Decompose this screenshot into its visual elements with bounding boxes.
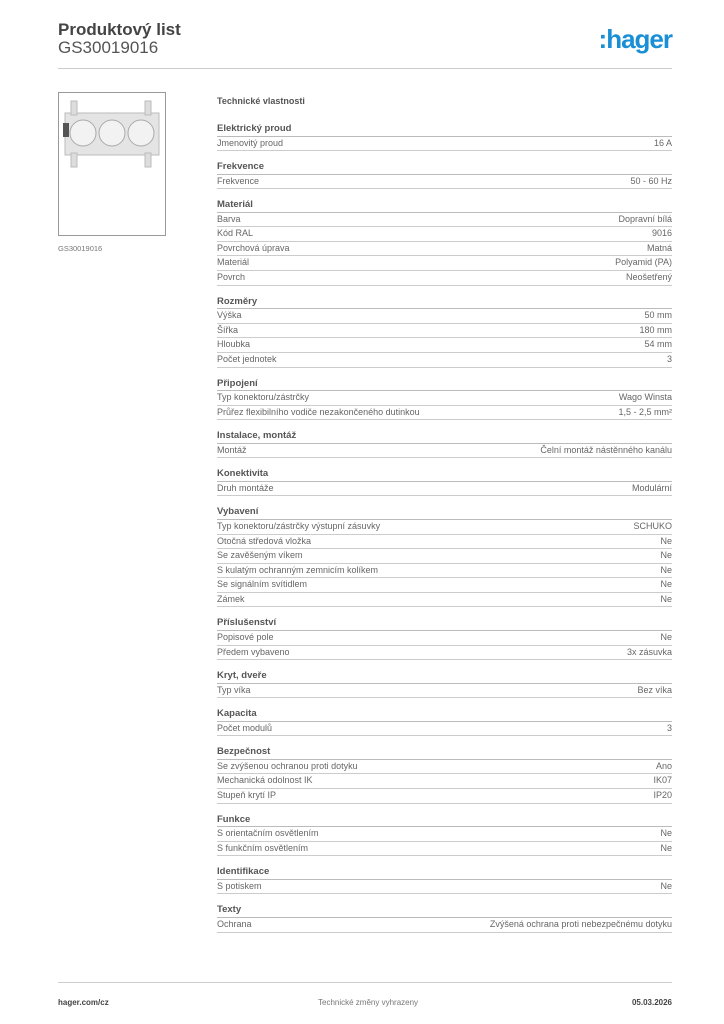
spec-label: Počet modulů <box>217 722 273 733</box>
section-heading: Bezpečnost <box>217 745 672 760</box>
spec-section <box>217 198 672 285</box>
footer-date: 05.03.2026 <box>631 998 672 1007</box>
spec-label: Povrch <box>217 272 246 283</box>
spec-label: Šířka <box>217 324 239 335</box>
spec-label: Se zavěšeným víkem <box>217 550 303 561</box>
spec-value: 9016 <box>651 228 672 239</box>
spec-section <box>217 813 672 857</box>
spec-label: Typ konektoru/zástrčky <box>217 392 310 403</box>
spec-label: S kulatým ochranným zemnicím kolíkem <box>217 564 379 575</box>
spec-label: Povrchová úprava <box>217 242 290 253</box>
spec-label: Mechanická odolnost IK <box>217 775 313 786</box>
spec-section <box>217 467 672 496</box>
spec-label: Se signálním svítidlem <box>217 579 308 590</box>
spec-row <box>217 842 672 857</box>
spec-value: Bez víka <box>637 684 672 695</box>
spec-value: Ne <box>660 564 672 575</box>
spec-label: Typ víka <box>217 684 251 695</box>
spec-value: 50 - 60 Hz <box>630 175 672 186</box>
spec-value: IK07 <box>653 775 672 786</box>
section-heading: Texty <box>217 903 672 918</box>
spec-row <box>217 391 672 406</box>
spec-label: Barva <box>217 213 241 224</box>
spec-value: Ne <box>660 842 672 853</box>
spec-section <box>217 745 672 803</box>
spec-row <box>217 684 672 699</box>
footer-note: Technické změny vyhrazeny <box>318 998 419 1007</box>
spec-label: S potiskem <box>217 880 262 891</box>
spec-value: Zvýšená ochrana proti nebezpečnému dotyku <box>489 918 672 929</box>
spec-label: Jmenovitý proud <box>217 137 284 148</box>
spec-row <box>217 918 672 933</box>
spec-label: Zámek <box>217 593 245 604</box>
spec-value: IP20 <box>653 790 672 801</box>
spec-value: Polyamid (PA) <box>615 257 672 268</box>
spec-value: 3 <box>666 353 672 364</box>
spec-section <box>217 707 672 736</box>
spec-label: Předem vybaveno <box>217 646 290 657</box>
spec-label: Otočná středová vložka <box>217 535 312 546</box>
spec-value: Modulární <box>631 482 672 493</box>
spec-label: Průřez flexibilního vodiče nezakončeného dutinkou <box>217 406 420 417</box>
hager-logo: :hager <box>598 24 672 54</box>
spec-row <box>217 646 672 661</box>
spec-value: 16 A <box>653 137 672 148</box>
spec-label: Frekvence <box>217 175 260 186</box>
spec-label: Materiál <box>217 257 250 268</box>
spec-section <box>217 865 672 894</box>
section-heading: Materiál <box>217 198 672 213</box>
spec-section <box>217 669 672 698</box>
spec-row <box>217 520 672 535</box>
spec-row <box>217 564 672 579</box>
spec-row <box>217 482 672 497</box>
spec-section <box>217 295 672 368</box>
spec-row <box>217 338 672 353</box>
spec-row <box>217 631 672 646</box>
spec-row <box>217 137 672 152</box>
section-heading: Frekvence <box>217 160 672 175</box>
spec-label: Popisové pole <box>217 631 274 642</box>
spec-value: Ano <box>655 760 672 771</box>
spec-row <box>217 789 672 804</box>
product-code: GS30019016 <box>58 38 159 57</box>
footer-website[interactable]: hager.com/cz <box>58 998 109 1007</box>
spec-value: 3 <box>666 722 672 733</box>
spec-value: Ne <box>660 535 672 546</box>
spec-value: Matná <box>646 242 672 253</box>
spec-label: Typ konektoru/zástrčky výstupní zásuvky <box>217 520 381 531</box>
spec-label: Se zvýšenou ochranou proti dotyku <box>217 760 358 771</box>
spec-row <box>217 406 672 421</box>
section-heading: Vybavení <box>217 505 672 520</box>
spec-label: Hloubka <box>217 339 251 350</box>
spec-section <box>217 903 672 932</box>
section-heading: Funkce <box>217 813 672 828</box>
spec-section <box>217 616 672 660</box>
section-heading: Kryt, dveře <box>217 669 672 684</box>
image-caption: GS30019016 <box>58 244 103 253</box>
spec-value: Čelní montáž nástěnného kanálu <box>540 444 672 455</box>
section-heading: Elektrický proud <box>217 122 672 137</box>
spec-value: 3x zásuvka <box>626 646 672 657</box>
spec-row <box>217 444 672 459</box>
spec-row <box>217 309 672 324</box>
spec-value: SCHUKO <box>633 520 672 531</box>
section-heading: Připojení <box>217 377 672 392</box>
spec-value: Dopravní bílá <box>618 213 672 224</box>
section-heading: Identifikace <box>217 865 672 880</box>
spec-label: Montáž <box>217 444 247 455</box>
spec-row <box>217 256 672 271</box>
section-heading: Konektivita <box>217 467 672 482</box>
spec-value: Ne <box>660 880 672 891</box>
spec-row <box>217 722 672 737</box>
spec-row <box>217 353 672 368</box>
spec-label: S orientačním osvětlením <box>217 828 319 839</box>
spec-row <box>217 578 672 593</box>
spec-label: Druh montáže <box>217 482 274 493</box>
section-main-title: Technické vlastnosti <box>217 96 305 106</box>
spec-section <box>217 122 672 151</box>
spec-row <box>217 593 672 608</box>
spec-value: 1,5 - 2,5 mm² <box>618 406 672 417</box>
spec-row <box>217 242 672 257</box>
spec-label: Kód RAL <box>217 228 254 239</box>
spec-section <box>217 160 672 189</box>
spec-row <box>217 549 672 564</box>
section-heading: Kapacita <box>217 707 672 722</box>
spec-row <box>217 271 672 286</box>
product-image <box>58 92 166 236</box>
section-heading: Instalace, montáž <box>217 429 672 444</box>
spec-value: Ne <box>660 579 672 590</box>
spec-section <box>217 429 672 458</box>
spec-label: S funkčním osvětlením <box>217 842 309 853</box>
spec-row <box>217 774 672 789</box>
section-heading: Rozměry <box>217 295 672 310</box>
spec-value: Ne <box>660 631 672 642</box>
spec-value: Wago Winsta <box>618 392 672 403</box>
spec-section <box>217 505 672 607</box>
spec-label: Stupeň krytí IP <box>217 790 277 801</box>
spec-section <box>217 377 672 421</box>
spec-row <box>217 760 672 775</box>
spec-row <box>217 324 672 339</box>
spec-row <box>217 227 672 242</box>
spec-value: 180 mm <box>639 324 672 335</box>
spec-row <box>217 535 672 550</box>
spec-row <box>217 213 672 228</box>
spec-value: Ne <box>660 593 672 604</box>
spec-value: 50 mm <box>644 310 672 321</box>
footer-divider <box>58 982 672 983</box>
spec-row <box>217 827 672 842</box>
header-divider <box>58 68 672 69</box>
spec-value: Ne <box>660 828 672 839</box>
spec-row <box>217 175 672 190</box>
spec-row <box>217 880 672 895</box>
spec-label: Počet jednotek <box>217 353 277 364</box>
spec-label: Ochrana <box>217 918 252 929</box>
spec-value: 54 mm <box>644 339 672 350</box>
spec-value: Ne <box>660 550 672 561</box>
page-title: Produktový list <box>58 20 181 39</box>
spec-value: Neošetřený <box>625 272 672 283</box>
section-heading: Příslušenství <box>217 616 672 631</box>
spec-label: Výška <box>217 310 242 321</box>
spec-table <box>217 96 672 933</box>
